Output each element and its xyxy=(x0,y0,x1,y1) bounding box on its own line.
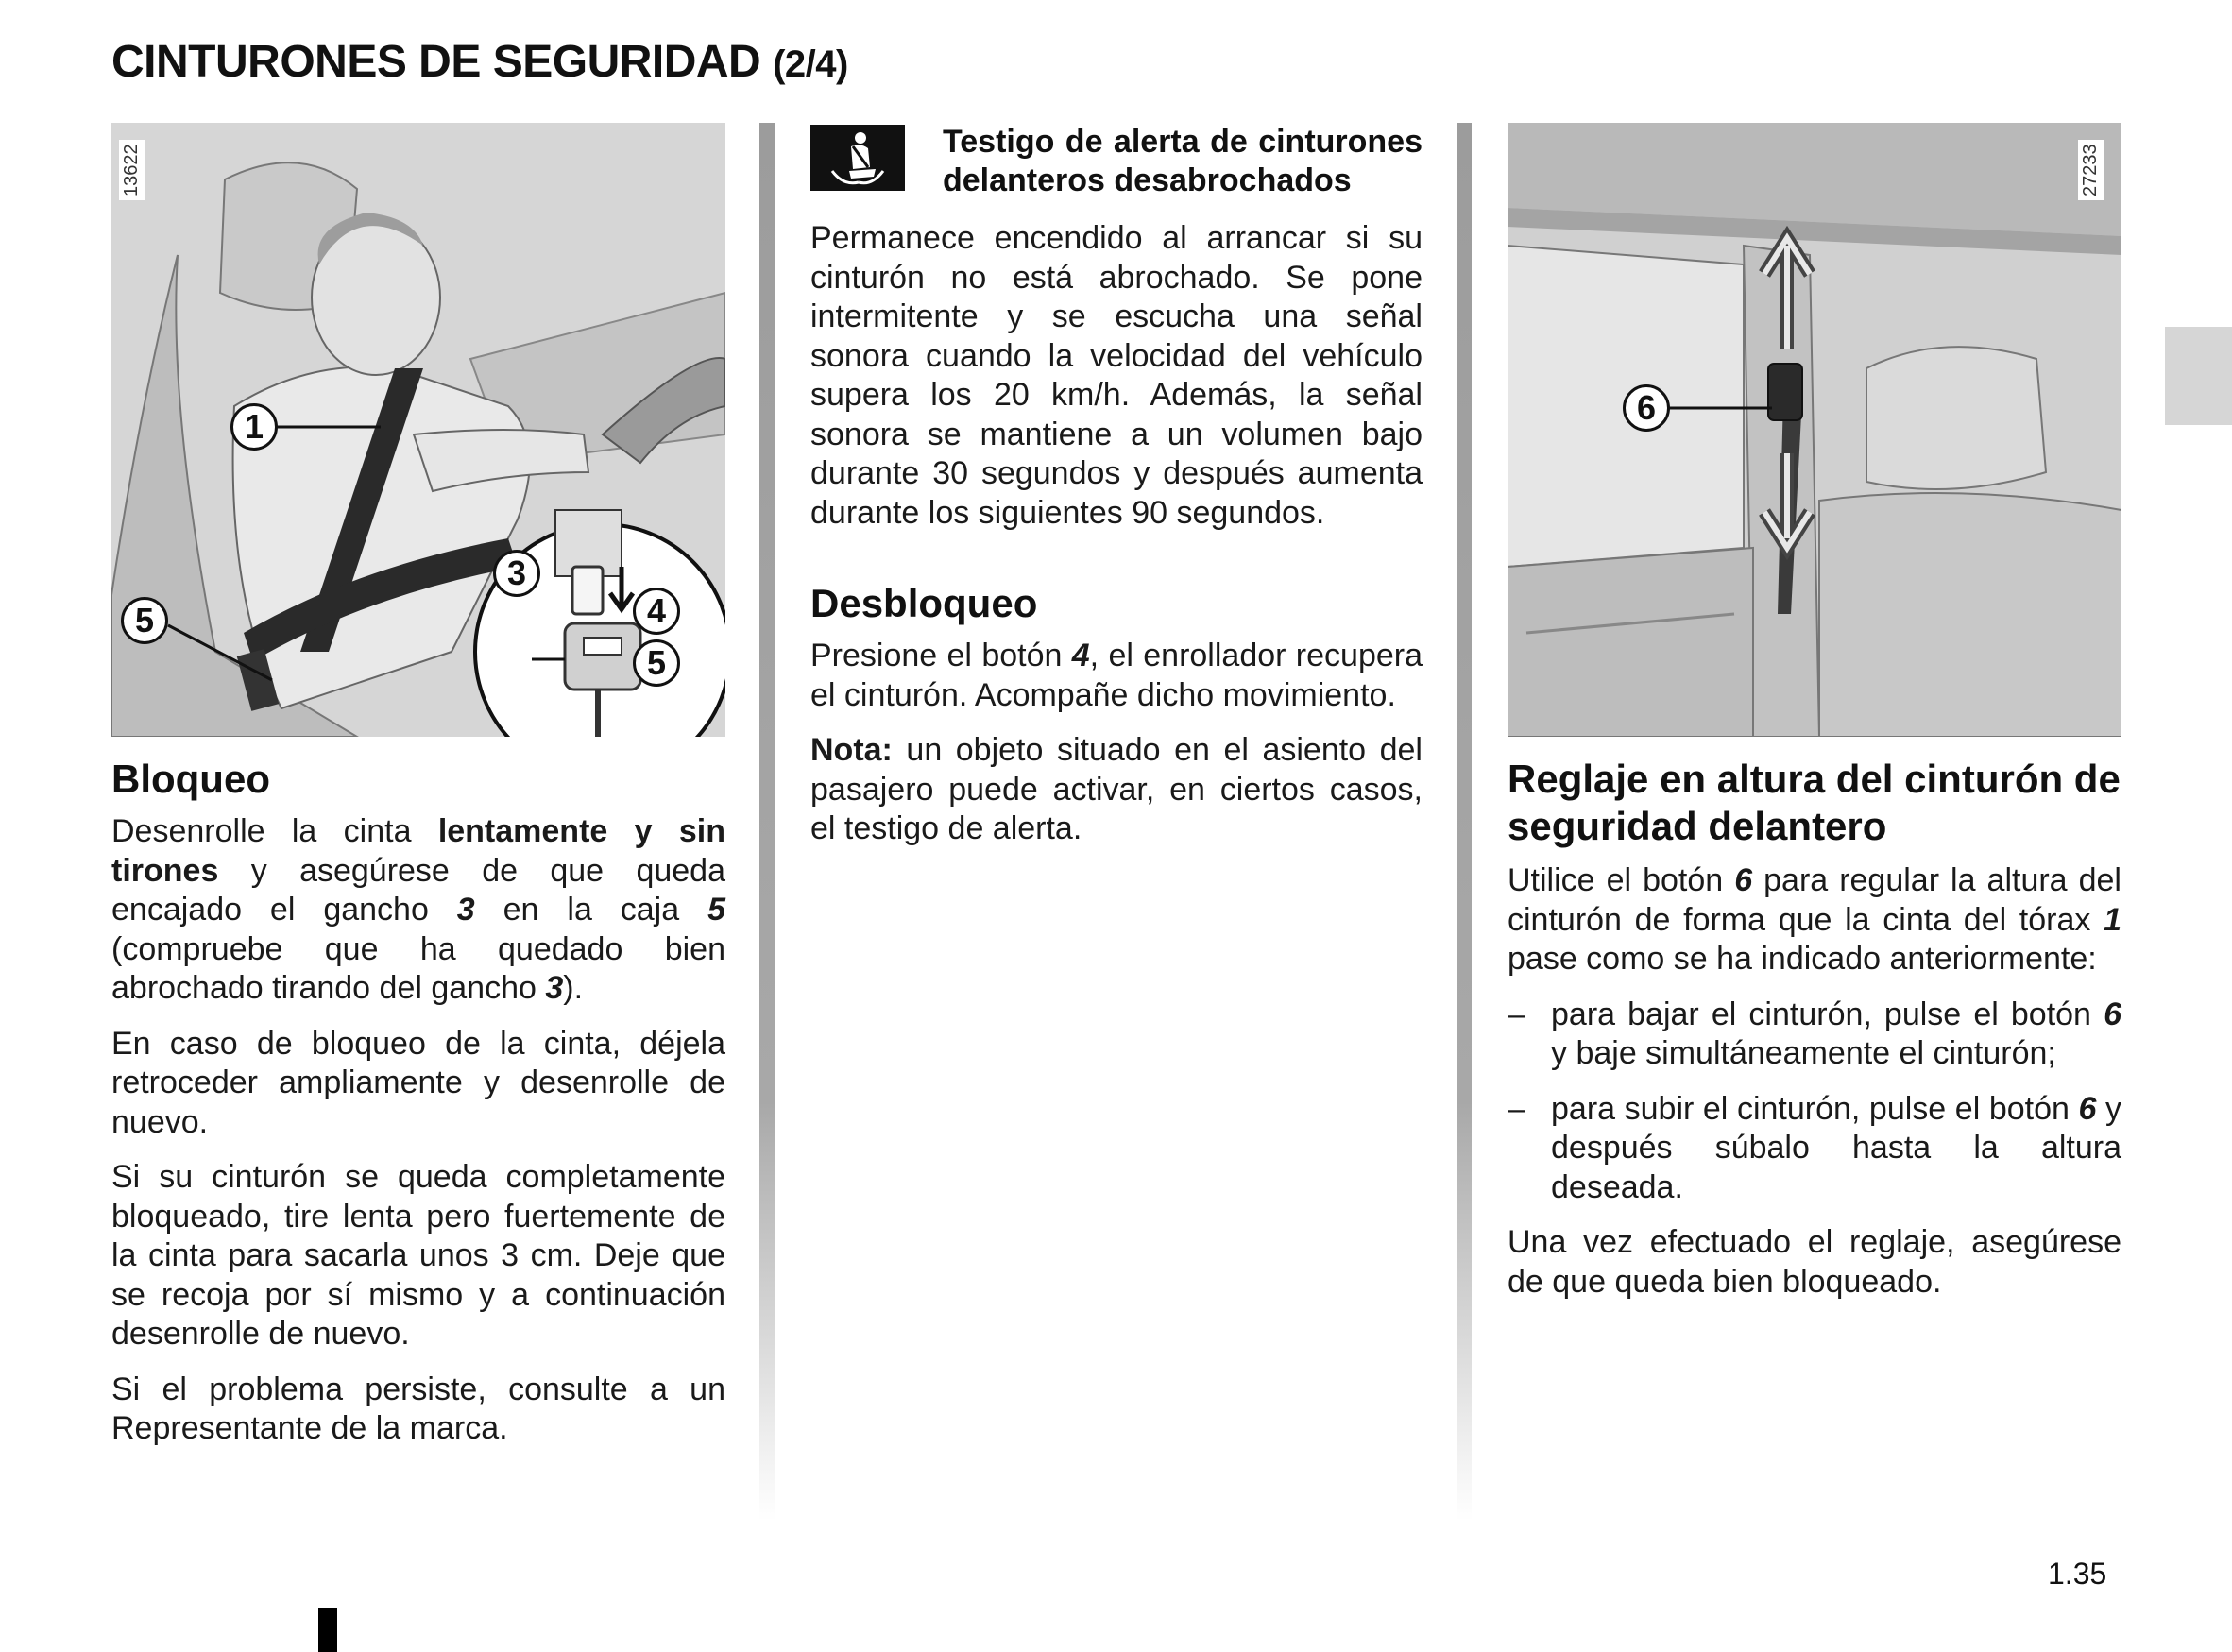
figure-code: 27233 xyxy=(2078,140,2104,200)
reglaje-paragraph-2: Una vez efectuado el reglaje, asegúrese de que queda bien bloqueado. xyxy=(1508,1224,2121,1300)
column-middle xyxy=(810,123,1423,865)
desbloqueo-paragraph: Presione el botón 4, el enrollador recupera el cinturón. Acompañe dicho movimiento. xyxy=(810,638,1423,713)
callout-5-zoom: 5 xyxy=(633,639,680,687)
page-number: 1.35 xyxy=(2048,1557,2107,1591)
warning-title: Testigo de alerta de cinturones delanteros desabrochados xyxy=(943,124,1423,198)
bloqueo-heading: Bloqueo xyxy=(111,757,270,801)
testigo-paragraph: Permanece encendido al arrancar si su cinturón no está abrochado. Se pone intermitente y se escucha una señal sonora cuando la velocidad del vehículo supera los 20 km/h. Además, la señal sonora se mantiene a un volumen bajo durante 30 segundos y después aumenta durante los siguientes 90 segundos. xyxy=(810,220,1423,531)
column-divider xyxy=(759,123,775,1521)
column-left xyxy=(111,123,725,1465)
seatbelt-warning-icon xyxy=(810,125,905,191)
reglaje-list xyxy=(1508,996,2121,1208)
warning-block xyxy=(810,123,1423,200)
driver-seatbelt-drawing xyxy=(111,123,725,737)
print-mark xyxy=(318,1608,337,1652)
page-title xyxy=(111,36,848,88)
callout-1: 1 xyxy=(230,403,278,451)
bloqueo-paragraph-3: Si su cinturón se queda completamente bloqueado, tire lenta pero fuertemente de la cinta para sacarla unos 3 cm. Deje que se recoja por sí mismo y a continuación desenrolle de nuevo. xyxy=(111,1159,725,1352)
page-title-part: (2/4) xyxy=(773,43,848,85)
reglaje-heading: Reglaje en altura del cinturón de seguridad delantero xyxy=(1508,757,2121,848)
belt-height-adjust-illustration xyxy=(1508,123,2121,737)
seatbelt-fastening-illustration xyxy=(111,123,725,737)
bloqueo-paragraph-2: En caso de bloqueo de la cinta, déjela retroceder ampliamente y desenrolle de nuevo. xyxy=(111,1025,725,1140)
callout-6: 6 xyxy=(1623,384,1670,432)
figure-code: 13622 xyxy=(119,140,145,200)
bloqueo-paragraph-1: Desenrolle la cinta lentamente y sin tirones y asegúrese de que queda encajado el gancho 3 en la caja 5 (compruebe que ha quedado bien abrochado tirando del gancho 3). xyxy=(111,813,726,1006)
column-right xyxy=(1508,123,2121,1318)
callout-5: 5 xyxy=(121,597,168,644)
desbloqueo-heading: Desbloqueo xyxy=(810,581,1038,625)
list-item: – para subir el cinturón, pulse el botón 6 y después súbalo hasta la altura deseada. xyxy=(1508,1090,2121,1205)
section-thumb-tab xyxy=(2165,327,2232,425)
column-divider xyxy=(1457,123,1472,1521)
reglaje-paragraph-1: Utilice el botón 6 para regular la altura del cinturón de forma que la cinta del tórax 1 pase como se ha indicado anteriormente: xyxy=(1508,862,2121,977)
callout-4: 4 xyxy=(633,588,680,635)
nota-paragraph: Nota: un objeto situado en el asiento del pasajero puede activar, en ciertos casos, el testigo de alerta. xyxy=(810,732,1423,846)
page-title-text: CINTURONES DE SEGURIDAD xyxy=(111,37,761,87)
b-pillar-drawing xyxy=(1508,123,2121,737)
list-item: – para bajar el cinturón, pulse el botón 6 y baje simultáneamente el cinturón; xyxy=(1508,996,2121,1071)
callout-3: 3 xyxy=(493,550,540,597)
bloqueo-paragraph-4: Si el problema persiste, consulte a un Representante de la marca. xyxy=(111,1371,725,1446)
